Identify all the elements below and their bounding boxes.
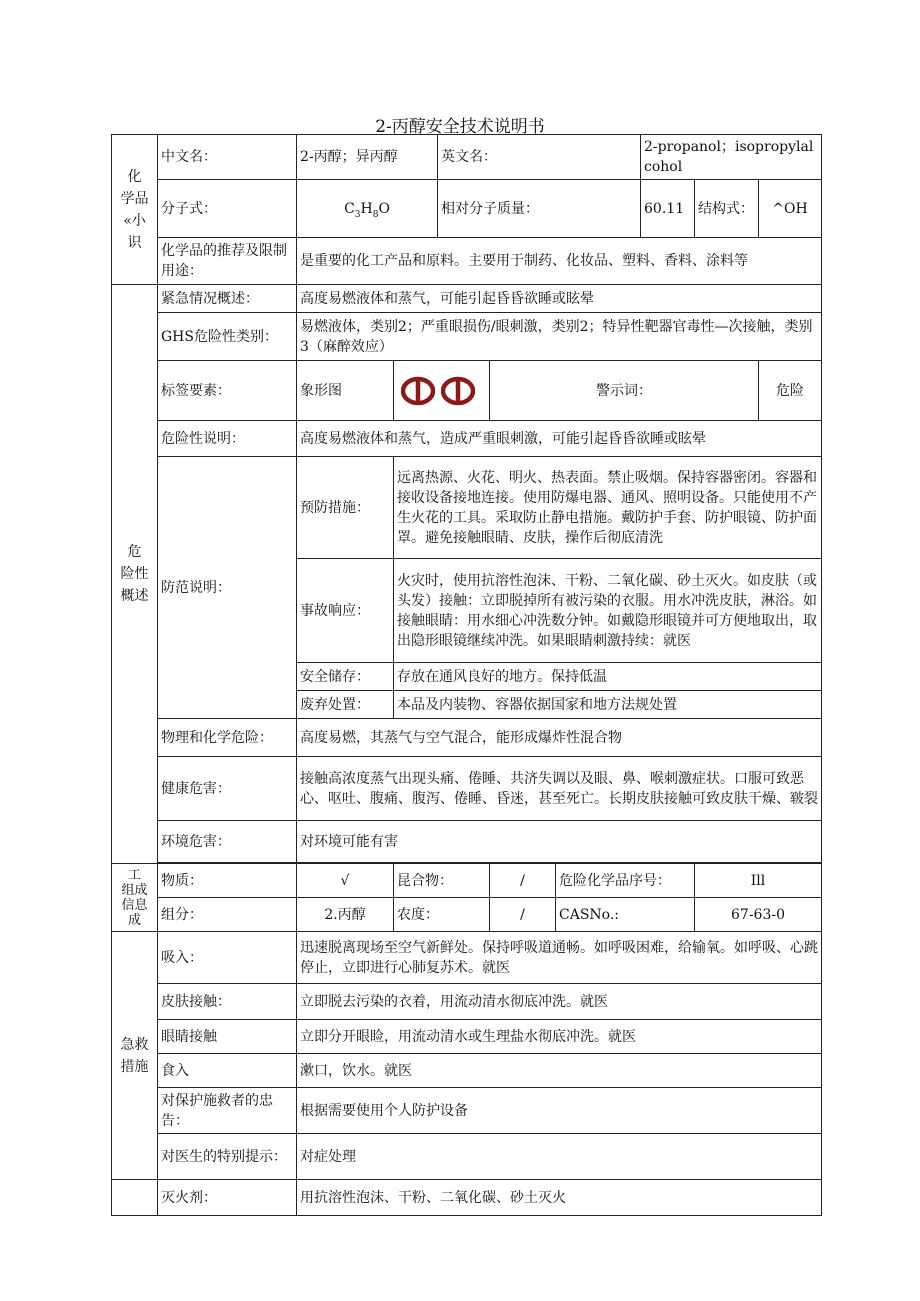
hazard-no-value: Ill xyxy=(695,864,822,898)
section-identification xyxy=(112,135,158,285)
env-value: 对环境可能有害 xyxy=(297,821,822,863)
en-name-label: 英文名： xyxy=(438,135,641,180)
use-value: 是重要的化工产品和原料。主要用于制药、化妆品、塑料、香料、涂料等 xyxy=(297,238,822,285)
health-label: 健康危害： xyxy=(158,757,297,821)
signal-word-label: 警示词： xyxy=(490,361,759,421)
concentration-value: / xyxy=(490,898,556,932)
health-value: 接触高浓度蒸气出现头痛、倦睡、共济失调以及眼、鼻、喉刺激症状。口服可致恶心、呕吐、腹痛、腹泻、倦睡、昏迷，甚至死亡。长期皮肤接触可致皮肤干燥、皲裂 xyxy=(297,757,822,821)
disposal-value: 本品及内装物、容器依据国家和地方法规处置 xyxy=(394,691,822,719)
structure-label: 结构式： xyxy=(695,180,759,238)
skin-label: 皮肤接触： xyxy=(158,984,297,1020)
statement-label: 危险性说明： xyxy=(158,421,297,457)
exclamation-pictogram-icon xyxy=(441,376,475,406)
cas-label: CASNo.: xyxy=(556,898,695,932)
section-hazard xyxy=(112,285,158,864)
doctor-value: 对症处理 xyxy=(297,1134,822,1180)
structure-value: ^OH xyxy=(759,180,822,238)
pictogram-cell xyxy=(394,361,490,421)
prevention-label: 预防措施： xyxy=(297,457,394,559)
ingestion-label: 食入 xyxy=(158,1054,297,1088)
section-composition-label: 工 组成 信息 成 xyxy=(121,867,148,928)
use-label: 化学品的推荐及限制用途： xyxy=(158,238,297,285)
ghs-value: 易燃液体，类别2；严重眼损伤/眼刺激，类别2；特异性靶器官毒性—次接触，类别3（麻醉效应） xyxy=(297,313,822,361)
substance-label: 物质： xyxy=(158,864,297,898)
doctor-label: 对医生的特别提示： xyxy=(158,1134,297,1180)
emergency-label: 紧急情况概述： xyxy=(158,285,297,313)
pictogram-label: 象形图 xyxy=(297,361,394,421)
response-label: 事故响应： xyxy=(297,559,394,663)
physchem-label: 物理和化学危险： xyxy=(158,719,297,757)
section-firefighting xyxy=(112,1180,158,1216)
mw-label: 相对分子质量： xyxy=(438,180,641,238)
en-name-value: 2-propanol；isopropylalcohol xyxy=(641,135,822,180)
section-first-aid-label: 急救 措施 xyxy=(120,1036,149,1075)
eye-value: 立即分开眼睑，用流动清水或生理盐水彻底冲洗。就医 xyxy=(297,1020,822,1054)
env-label: 环境危害： xyxy=(158,821,297,863)
agent-value: 用抗溶性泡沫、干粉、二氧化碳、砂土灭火 xyxy=(297,1180,822,1216)
section-identification-label: 化 学品 «小 识 xyxy=(120,168,149,251)
rescuer-label: 对保护施救者的忠告： xyxy=(158,1088,297,1134)
inhalation-value: 迅速脱离现场至空气新鲜处。保持呼吸道通畅。如呼吸困难，给输氧。如呼吸、心跳停止，立即进行心肺复苏术。就医 xyxy=(297,932,822,984)
cn-name-value: 2-丙醇；异丙醇 xyxy=(297,135,438,180)
ghs-label: GHS危险性类别： xyxy=(158,313,297,361)
physchem-value: 高度易燃，其蒸气与空气混合，能形成爆炸性混合物 xyxy=(297,719,822,757)
ingestion-value: 漱口，饮水。就医 xyxy=(297,1054,822,1088)
document-title: 2-丙醇安全技术说明书 xyxy=(375,117,545,137)
hazard-no-label: 危险化学品序号： xyxy=(556,864,695,898)
flame-pictogram-icon xyxy=(401,376,435,406)
component-label: 组分： xyxy=(158,898,297,932)
emergency-value: 高度易燃液体和蒸气，可能引起昏昏欲睡或眩晕 xyxy=(297,285,822,313)
substance-mark: √ xyxy=(297,864,394,898)
component-value: 2.丙醇 xyxy=(297,898,394,932)
skin-value: 立即脱去污染的衣着，用流动清水彻底冲洗。就医 xyxy=(297,984,822,1020)
eye-label: 眼睛接触 xyxy=(158,1020,297,1054)
disposal-label: 废弃处置： xyxy=(297,691,394,719)
section-hazard-label: 危 险性 概述 xyxy=(120,544,149,604)
cn-name-label: 中文名： xyxy=(158,135,297,180)
storage-value: 存放在通风良好的地方。保持低温 xyxy=(394,663,822,691)
storage-label: 安全储存： xyxy=(297,663,394,691)
mixture-mark: / xyxy=(490,864,556,898)
section-first-aid xyxy=(112,932,158,1180)
formula-label: 分子式： xyxy=(158,180,297,238)
sds-table xyxy=(111,134,822,1216)
agent-label: 灭火剂： xyxy=(158,1180,297,1216)
label-elements-label: 标签要素： xyxy=(158,361,297,421)
formula-value: $C_3H_8O$ xyxy=(297,180,438,238)
prevention-value: 远离热源、火花、明火、热表面。禁止吸烟。保持容器密闭。容器和接收设备接地连接。使用防爆电器、通风、照明设备。只能使用不产生火花的工具。采取防止静电措施。戴防护手套、防护眼镜、防护面罩。避免接触眼睛、皮肤，操作后彻底清洗 xyxy=(394,457,822,559)
mw-value: 60.11 xyxy=(641,180,695,238)
mixture-label: 昆合物： xyxy=(394,864,490,898)
section-composition xyxy=(112,864,158,932)
concentration-label: 农度： xyxy=(394,898,490,932)
inhalation-label: 吸入： xyxy=(158,932,297,984)
cas-value: 67-63-0 xyxy=(695,898,822,932)
response-value: 火灾时，使用抗溶性泡沫、干粉、二氧化碳、砂土灭火。如皮肤（或头发）接触：立即脱掉所有被污染的衣服。用水冲洗皮肤，淋浴。如接触眼睛：用水细心冲洗数分钟。如戴隐形眼镜并可方便地取出，取出隐形眼镜继续冲洗。如果眼睛刺激持续：就医 xyxy=(394,559,822,663)
signal-word-value: 危险 xyxy=(759,361,822,421)
precaution-label: 防范说明： xyxy=(158,457,297,719)
rescuer-value: 根据需要使用个人防护设备 xyxy=(297,1088,822,1134)
statement-value: 高度易燃液体和蒸气，造成严重眼刺激，可能引起昏昏欲睡或眩晕 xyxy=(297,421,822,457)
